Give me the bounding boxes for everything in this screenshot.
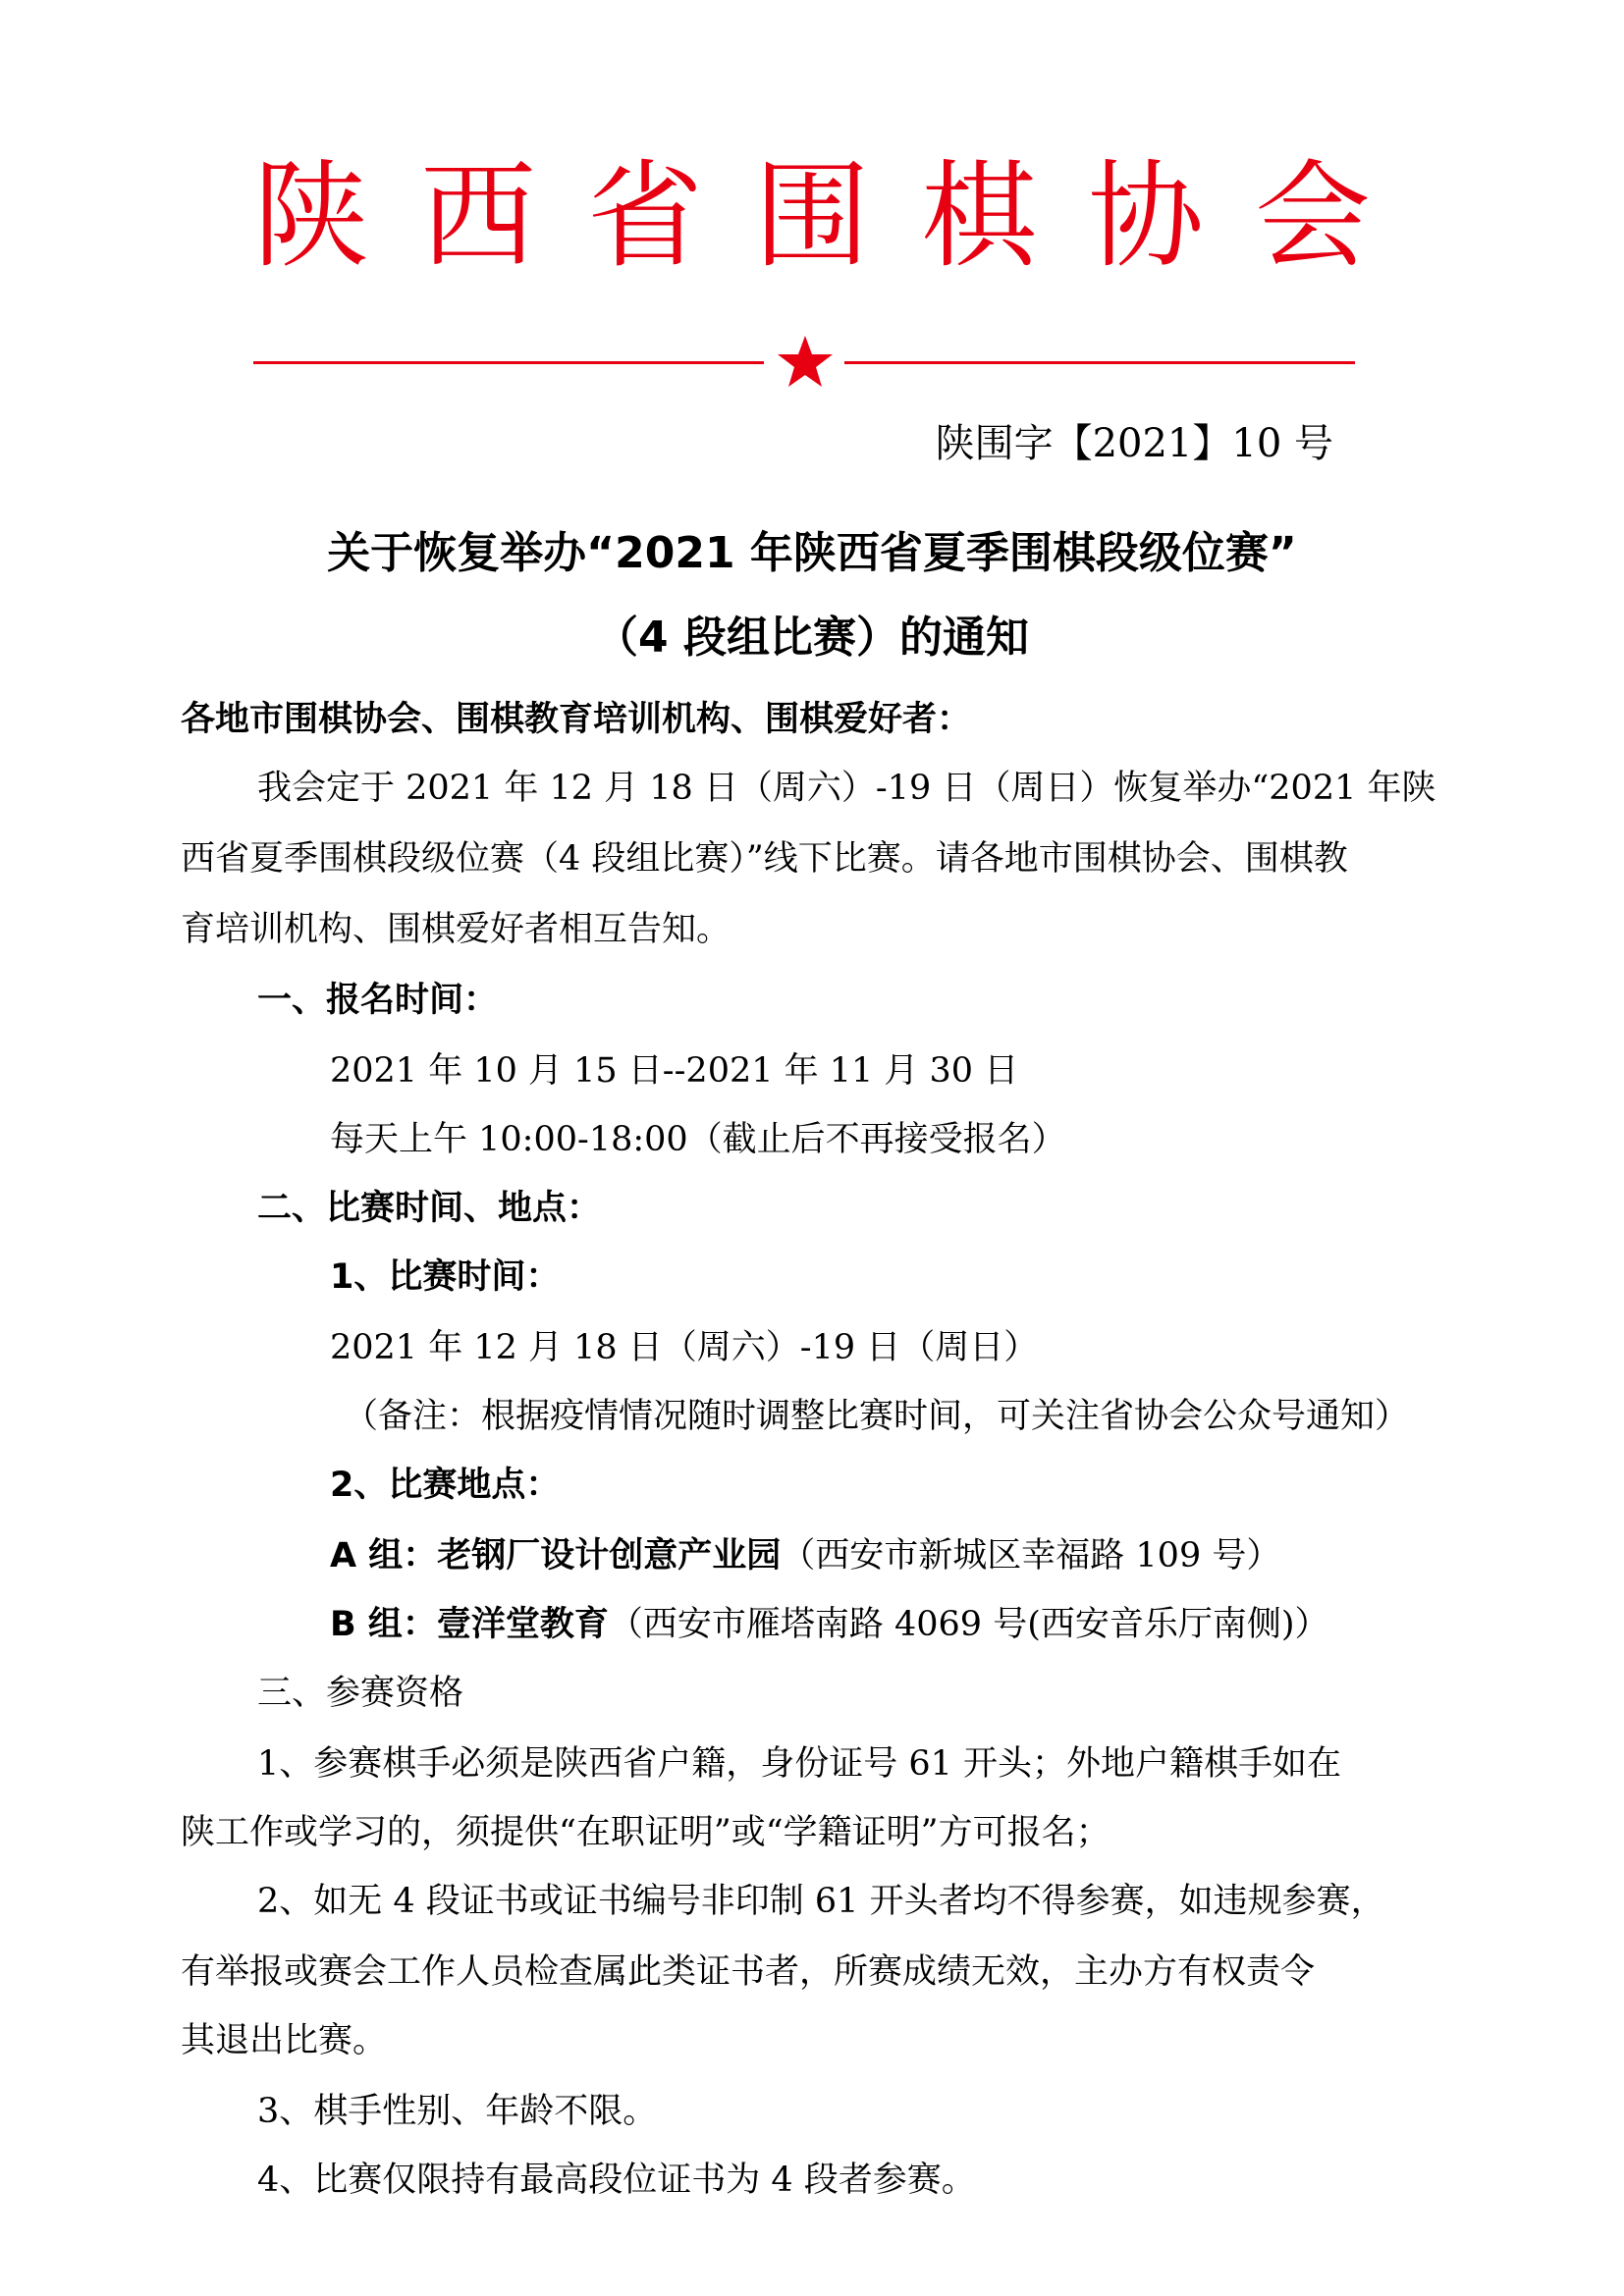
header-rule-right [844,361,1355,364]
venue-a [330,1531,1280,1580]
star-icon [776,334,835,389]
venue-b [330,1600,1329,1649]
section-line: 2021 年 12 月 18 日（周六）-19 日（周日） [330,1328,1039,1367]
notice-title-line2: （4 段组比赛）的通知 [595,613,1029,663]
intro-line: 我会定于 2021 年 12 月 18 日（周六）-19 日（周日）恢复举办“2021 年陕 [257,769,1436,808]
intro-line: 育培训机构、围棋爱好者相互告知。 [181,910,731,949]
venue-a-label: A 组：老钢厂设计创意产业园 [330,1536,782,1575]
subsection-heading: 1、比赛时间： [330,1257,561,1297]
salutation: 各地市围棋协会、围棋教育培训机构、围棋爱好者： [181,700,972,739]
venue-a-address: （西安市新城区幸福路 109 号） [781,1536,1281,1575]
org-char: 省 [586,148,703,284]
section-line: 每天上午 10:00-18:00（截止后不再接受报名） [330,1120,1066,1159]
org-char: 陕 [252,148,369,284]
organization-header [0,147,1624,285]
header-rule-left [253,361,764,364]
venue-b-address: （西安市雁塔南路 4069 号(西安音乐厅南侧)） [608,1605,1329,1644]
section-heading: 一、报名时间： [257,981,499,1020]
intro-line: 西省夏季围棋段级位赛（4 段组比赛）”线下比赛。请各地市围棋协会、围棋教 [181,839,1348,879]
section-line: 1、参赛棋手必须是陕西省户籍，身份证号 61 开头；外地户籍棋手如在 [257,1744,1342,1784]
section-line: 有举报或赛会工作人员检查属此类证书者，所赛成绩无效，主办方有权责令 [181,1952,1316,1992]
org-char: 棋 [921,148,1038,284]
section-line: 3、棋手性别、年龄不限。 [257,2092,658,2131]
section-line: 其退出比赛。 [181,2021,388,2060]
section-heading: 三、参赛资格 [257,1674,464,1713]
org-char: 西 [419,148,536,284]
org-char: 会 [1255,148,1372,284]
section-line: 陕工作或学习的，须提供“在职证明”或“学籍证明”方可报名； [181,1813,1110,1852]
section-line: （备注：根据疫情情况随时调整比赛时间，可关注省协会公众号通知） [344,1397,1410,1436]
document-number: 陕围字【2021】10 号 [935,421,1333,466]
section-heading: 二、比赛时间、地点： [257,1189,602,1228]
section-line: 2、如无 4 段证书或证书编号非印制 61 开头者均不得参赛，如违规参赛， [257,1882,1385,1921]
venue-b-label: B 组：壹洋堂教育 [330,1605,609,1644]
section-line: 4、比赛仅限持有最高段位证书为 4 段者参赛。 [257,2161,976,2200]
subsection-heading: 2、比赛地点： [330,1466,561,1505]
section-line: 2021 年 10 月 15 日--2021 年 11 月 30 日 [330,1051,1019,1091]
org-char: 协 [1088,148,1205,284]
notice-title-line1: 关于恢复举办“2021 年陕西省夏季围棋段级位赛” [327,528,1297,578]
org-char: 围 [753,148,870,284]
